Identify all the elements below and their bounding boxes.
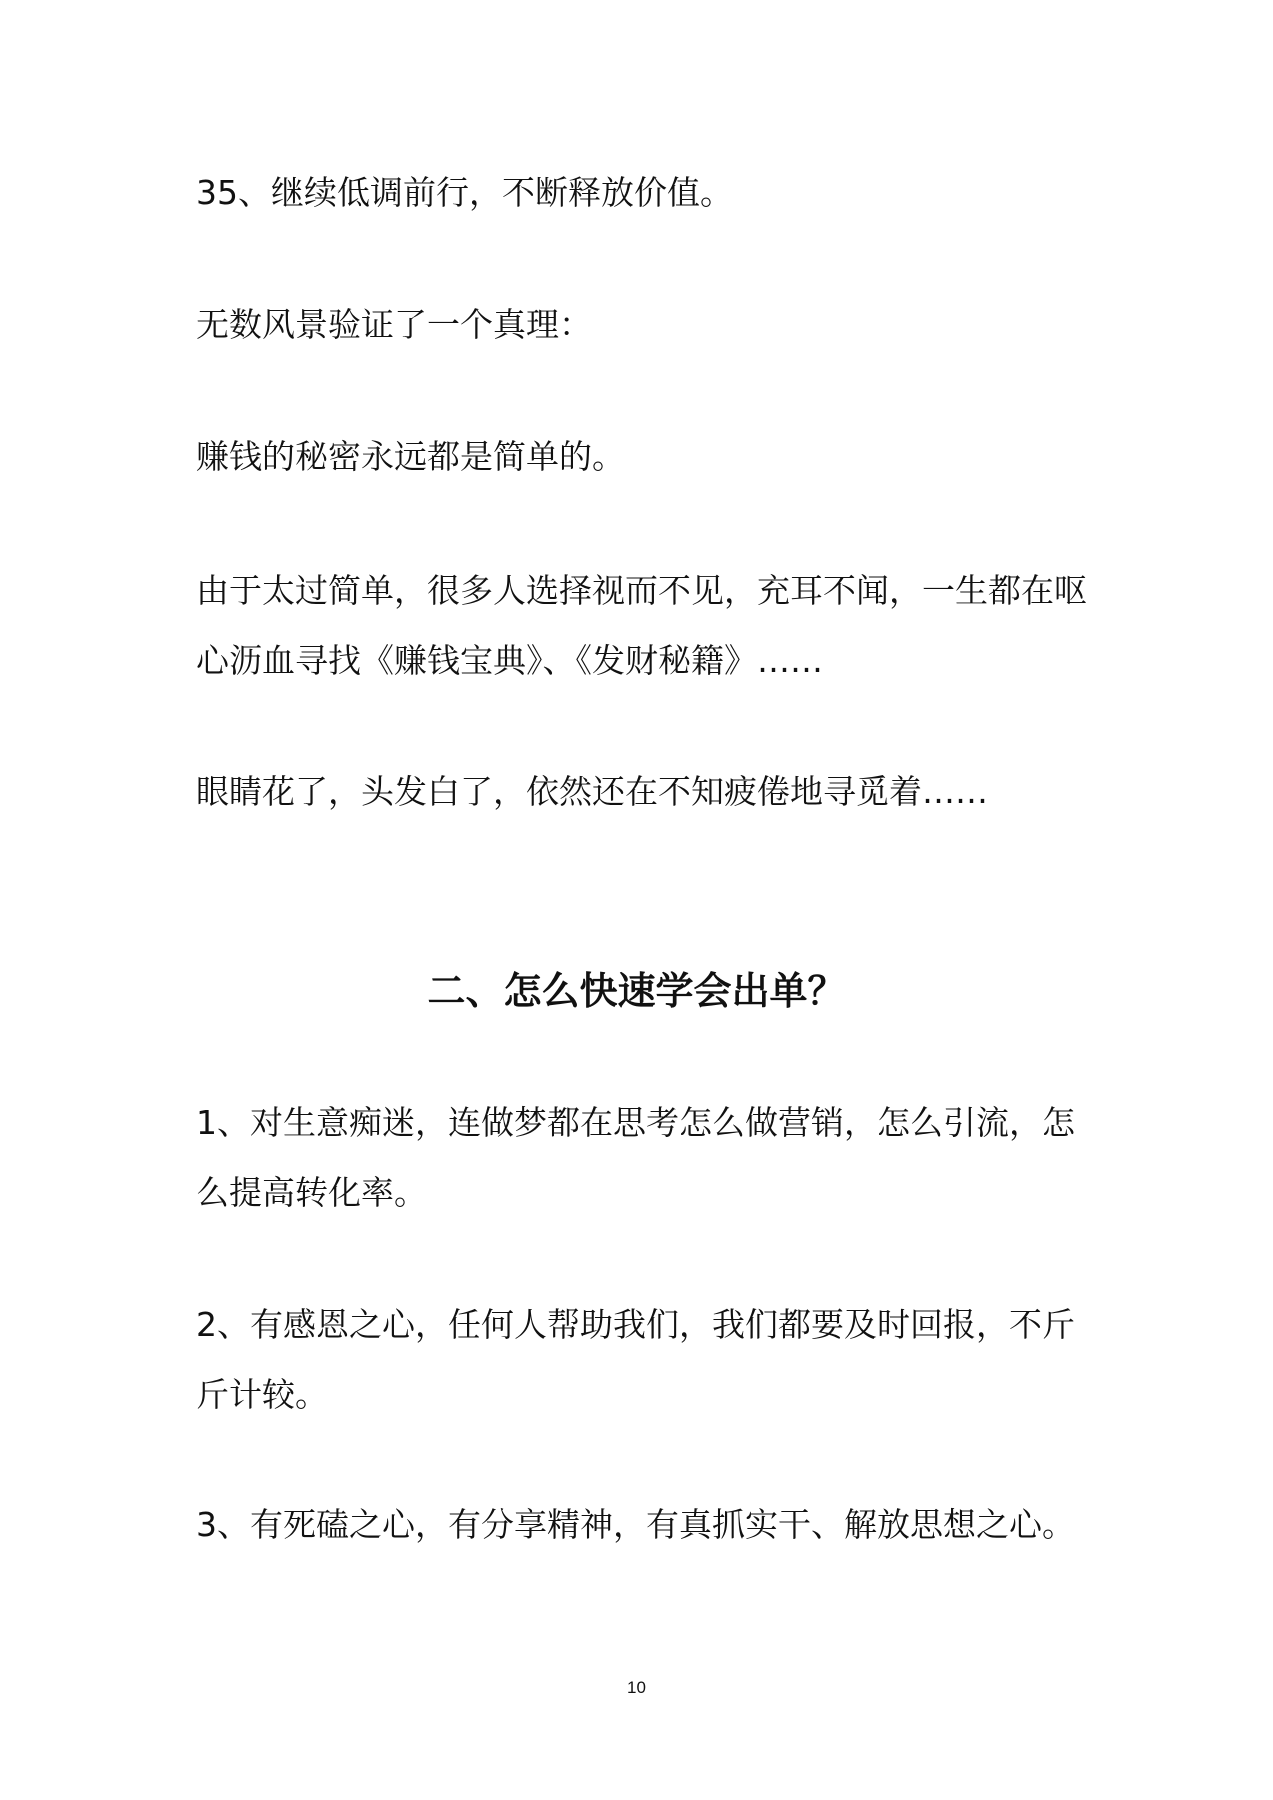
paragraph: 35、继续低调前行，不断释放价值。 — [196, 173, 733, 212]
section-heading: 二、怎么快速学会出单？ — [427, 969, 846, 1013]
paragraph: 无数风景验证了一个真理： — [196, 305, 592, 344]
list-item: 1、对生意痴迷，连做梦都在思考怎么做营销，怎么引流，怎么提高转化率。 — [196, 1103, 1075, 1212]
paragraph: 由于太过简单，很多人选择视而不见，充耳不闻，一生都在呕心沥血寻找《赚钱宝典》、《发财秘籍》…… — [196, 571, 1087, 680]
page-number: 10 — [627, 1678, 646, 1697]
paragraph: 赚钱的秘密永远都是简单的。 — [196, 437, 625, 476]
paragraph: 眼睛花了，头发白了，依然还在不知疲倦地寻觅着…… — [196, 772, 988, 811]
list-item: 2、有感恩之心，任何人帮助我们，我们都要及时回报，不斤斤计较。 — [196, 1305, 1075, 1414]
list-item: 3、有死磕之心，有分享精神，有真抓实干、解放思想之心。 — [196, 1505, 1075, 1544]
